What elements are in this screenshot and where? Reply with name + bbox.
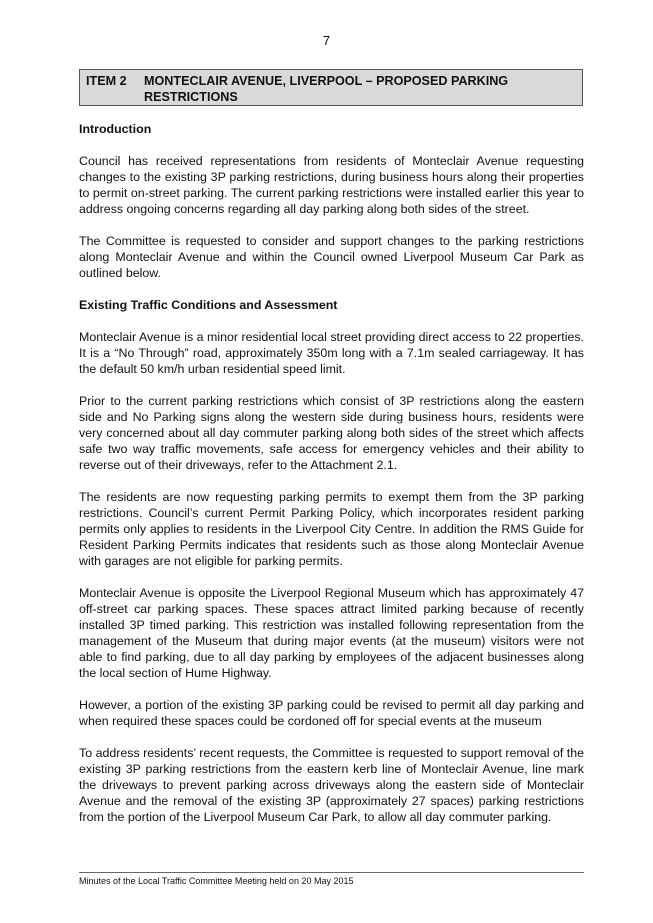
- document-body: [79, 121, 584, 841]
- page-number: 7: [322, 33, 331, 48]
- footer-divider: [79, 872, 584, 873]
- paragraph: However, a portion of the existing 3P parking could be revised to permit all day parking and when required these spaces could be cordoned off for special events at the museum: [79, 698, 584, 728]
- paragraph: Prior to the current parking restrictions which consist of 3P restrictions along the eastern side and No Parking signs along the western side during business hours, residents were very concerned about all day commuter parking along both sides of the street which affects safe two way traffic movements, safe access for emergency vehicles and their ability to reverse out of their driveways, refer to the Attachment 2.1.: [79, 394, 584, 472]
- item-header-box: [79, 69, 583, 106]
- paragraph: Monteclair Avenue is a minor residential local street providing direct access to 22 properties. It is a “No Through” road, approximately 350m long with a 7.1m sealed carriageway. It has the default 50 km/h urban residential speed limit.: [79, 330, 584, 376]
- item-number: ITEM 2: [86, 74, 127, 88]
- section-heading-traffic-conditions: Existing Traffic Conditions and Assessment: [79, 298, 338, 312]
- paragraph: Monteclair Avenue is opposite the Liverpool Regional Museum which has approximately 47 off-street car parking spaces. These spaces attract limited parking because of recently installed 3P timed parking. This restriction was installed following representation from the management of the Museum that during major events (at the museum) visitors were not able to find parking, due to all day parking by employees of the adjacent businesses along the local section of Hume Highway.: [79, 586, 584, 680]
- paragraph: The Committee is requested to consider and support changes to the parking restrictions along Monteclair Avenue and within the Council owned Liverpool Museum Car Park as outlined below.: [79, 234, 584, 280]
- section-heading-introduction: Introduction: [79, 122, 152, 136]
- item-title: MONTECLAIR AVENUE, LIVERPOOL – PROPOSED PARKING RESTRICTIONS: [144, 74, 509, 104]
- footer-text: Minutes of the Local Traffic Committee Meeting held on 20 May 2015: [79, 876, 354, 886]
- paragraph: To address residents’ recent requests, the Committee is requested to support removal of the existing 3P parking restrictions from the eastern kerb line of Monteclair Avenue, line mark the driveways to prevent parking across driveways along the eastern side of Monteclair Avenue and the removal of the existing 3P (approximately 27 spaces) parking restrictions from the portion of the Liverpool Museum Car Park, to allow all day commuter parking.: [79, 746, 584, 824]
- paragraph: Council has received representations from residents of Monteclair Avenue requesting changes to the existing 3P parking restrictions, during business hours along their properties to permit on-street parking. The current parking restrictions were installed earlier this year to address ongoing concerns regarding all day parking along both sides of the street.: [79, 154, 584, 216]
- paragraph: The residents are now requesting parking permits to exempt them from the 3P parking restrictions. Council’s current Permit Parking Policy, which incorporates resident parking permits only applies to residents in the Liverpool City Centre. In addition the RMS Guide for Resident Parking Permits indicates that residents such as those along Monteclair Avenue with garages are not eligible for parking permits.: [79, 490, 584, 568]
